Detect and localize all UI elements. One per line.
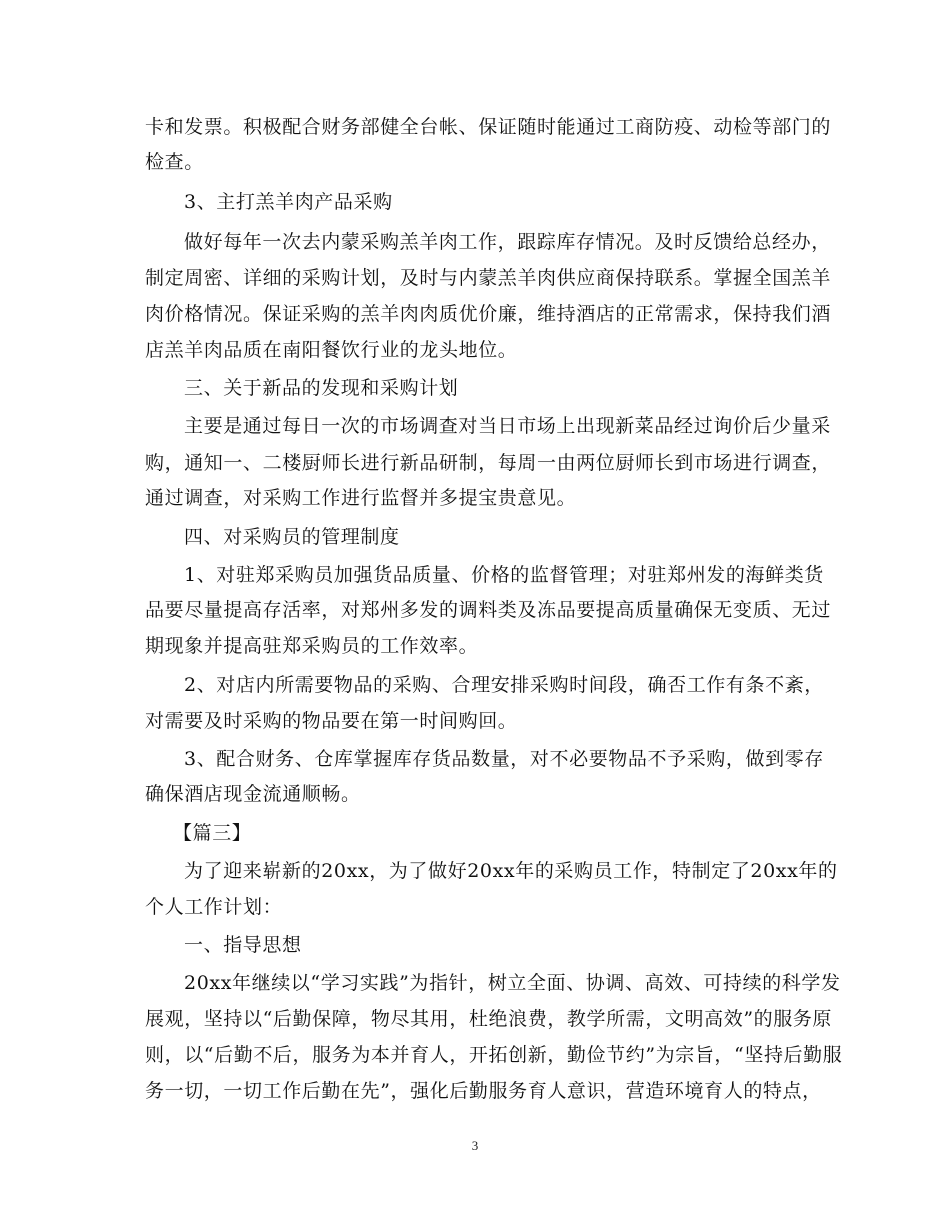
text-line: 个人工作计划：: [145, 896, 283, 918]
text-line: 为了迎来崭新的20xx，为了做好20xx年的采购员工作，特制定了20xx年的: [184, 860, 838, 882]
text-line: 卡和发票。积极配合财务部健全台帐、保证随时能通过工商防疫、动检等部门的: [145, 116, 832, 138]
text-line: 1、对驻郑采购员加强货品质量、价格的监督管理；对驻郑州发的海鲜类货: [184, 564, 824, 586]
text-line: 20xx年继续以“学习实践”为指针，树立全面、协调、高效、可持续的科学发: [184, 972, 841, 994]
text-line: 期现象并提高驻郑采购员的工作效率。: [145, 635, 479, 657]
text-line: 确保酒店现金流通顺畅。: [145, 783, 361, 805]
text-line: 主要是通过每日一次的市场调查对当日市场上出现新菜品经过询价后少量采: [184, 415, 831, 437]
text-line: 2、对店内所需要物品的采购、合理安排采购时间段，确否工作有条不紊，: [184, 674, 824, 696]
text-line: 务一切，一切工作后勤在先”，强化后勤服务育人意识，营造环境育人的特点，: [145, 1080, 822, 1102]
text-line: 检查。: [145, 151, 204, 173]
text-line: 对需要及时采购的物品要在第一时间购回。: [145, 710, 518, 732]
text-line: 3、配合财务、仓库掌握库存货品数量，对不必要物品不予采购，做到零存: [184, 748, 824, 770]
text-line: 肉价格情况。保证采购的羔羊肉肉质优价廉，维持酒店的正常需求，保持我们酒: [145, 303, 832, 325]
section-heading: 一、指导思想: [184, 934, 302, 956]
page-number: 3: [471, 1138, 479, 1153]
section-heading: 三、关于新品的发现和采购计划: [184, 377, 459, 399]
text-line: 展观，坚持以“后勤保障，物尽其用，杜绝浪费，教学所需，文明高效”的服务原: [145, 1008, 833, 1030]
section-heading: 四、对采购员的管理制度: [184, 526, 400, 548]
text-line: 则，以“后勤不后，服务为本并育人，开拓创新，勤俭节约”为宗旨，“坚持后勤服: [145, 1044, 843, 1066]
text-line: 制定周密、详细的采购计划，及时与内蒙羔羊肉供应商保持联系。掌握全国羔羊: [145, 267, 832, 289]
text-line: 做好每年一次去内蒙采购羔羊肉工作，跟踪库存情况。及时反馈给总经办，: [184, 231, 831, 253]
text-line: 通过调查，对采购工作进行监督并多提宝贵意见。: [145, 487, 577, 509]
text-line: 品要尽量提高存活率，对郑州多发的调料类及冻品要提高质量确保无变质、无过: [145, 599, 832, 621]
text-line: 店羔羊肉品质在南阳餐饮行业的龙头地位。: [145, 339, 518, 361]
text-line: 购，通知一、二楼厨师长进行新品研制，每周一由两位厨师长到市场进行调查，: [145, 452, 832, 474]
section-heading: 3、主打羔羊肉产品采购: [184, 191, 393, 213]
section-heading: 【篇三】: [173, 822, 252, 844]
